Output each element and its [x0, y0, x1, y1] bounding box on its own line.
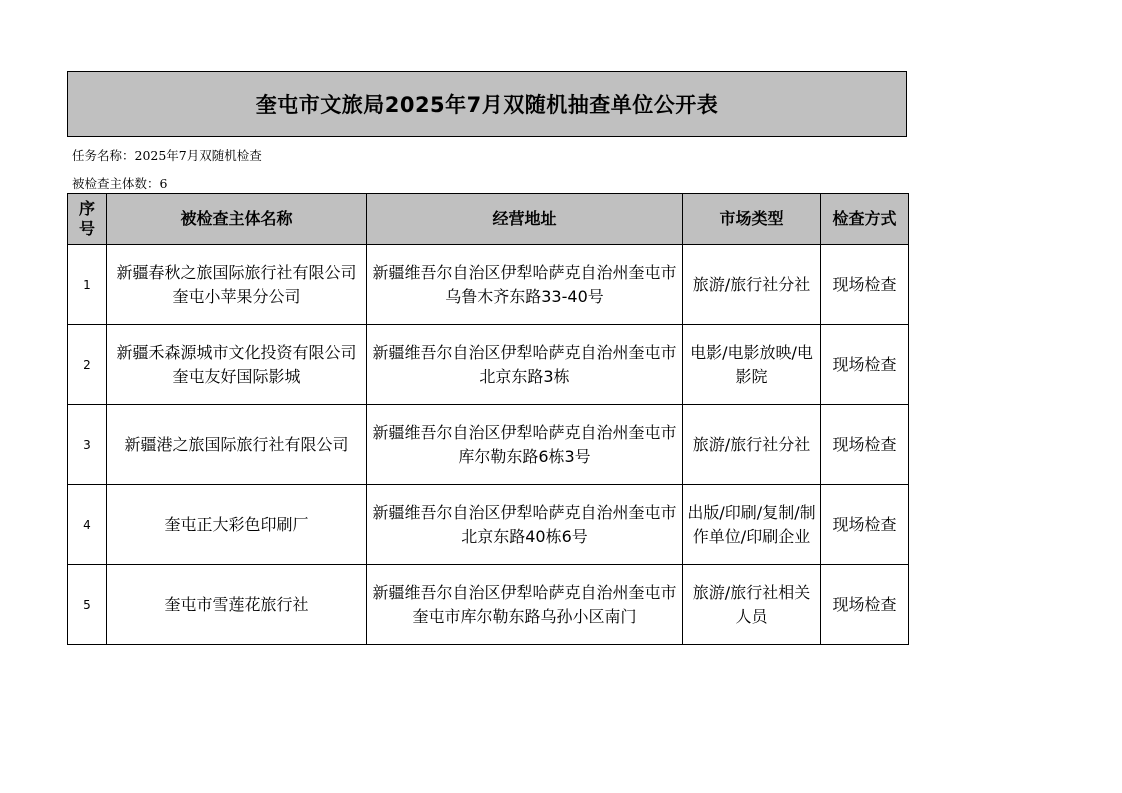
row-market-type: 旅游/旅行社相关人员 [683, 565, 821, 645]
task-name-line: 任务名称：2025年7月双随机检查 [72, 148, 262, 163]
row-no: 4 [68, 485, 107, 565]
inspection-table [67, 193, 909, 645]
table-header-row [68, 194, 909, 245]
row-method: 现场检查 [821, 565, 909, 645]
table-row [68, 405, 909, 485]
row-name: 新疆春秋之旅国际旅行社有限公司奎屯小苹果分公司 [107, 245, 367, 325]
table-row [68, 325, 909, 405]
header-name: 被检查主体名称 [107, 194, 367, 245]
row-address: 新疆维吾尔自治区伊犁哈萨克自治州奎屯市北京东路40栋6号 [367, 485, 683, 565]
row-method: 现场检查 [821, 325, 909, 405]
row-address: 新疆维吾尔自治区伊犁哈萨克自治州奎屯市乌鲁木齐东路33-40号 [367, 245, 683, 325]
row-no: 5 [68, 565, 107, 645]
title-banner [67, 71, 907, 137]
row-no: 1 [68, 245, 107, 325]
row-market-type: 旅游/旅行社分社 [683, 245, 821, 325]
row-no: 3 [68, 405, 107, 485]
header-market-type: 市场类型 [683, 194, 821, 245]
row-method: 现场检查 [821, 405, 909, 485]
header-address: 经营地址 [367, 194, 683, 245]
row-name: 奎屯市雪莲花旅行社 [107, 565, 367, 645]
row-name: 奎屯正大彩色印刷厂 [107, 485, 367, 565]
page-title: 奎屯市文旅局2025年7月双随机抽查单位公开表 [255, 93, 719, 117]
row-address: 新疆维吾尔自治区伊犁哈萨克自治州奎屯市奎屯市库尔勒东路乌孙小区南门 [367, 565, 683, 645]
header-no: 序 号 [68, 194, 107, 245]
row-name: 新疆禾森源城市文化投资有限公司奎屯友好国际影城 [107, 325, 367, 405]
table-row [68, 565, 909, 645]
row-address: 新疆维吾尔自治区伊犁哈萨克自治州奎屯市北京东路3栋 [367, 325, 683, 405]
row-market-type: 旅游/旅行社分社 [683, 405, 821, 485]
row-method: 现场检查 [821, 245, 909, 325]
row-address: 新疆维吾尔自治区伊犁哈萨克自治州奎屯市库尔勒东路6栋3号 [367, 405, 683, 485]
row-market-type: 出版/印刷/复制/制作单位/印刷企业 [683, 485, 821, 565]
subject-count-line: 被检查主体数：6 [72, 176, 168, 191]
table-row [68, 245, 909, 325]
row-name: 新疆港之旅国际旅行社有限公司 [107, 405, 367, 485]
header-method: 检查方式 [821, 194, 909, 245]
row-no: 2 [68, 325, 107, 405]
row-method: 现场检查 [821, 485, 909, 565]
table-row [68, 485, 909, 565]
row-market-type: 电影/电影放映/电影院 [683, 325, 821, 405]
